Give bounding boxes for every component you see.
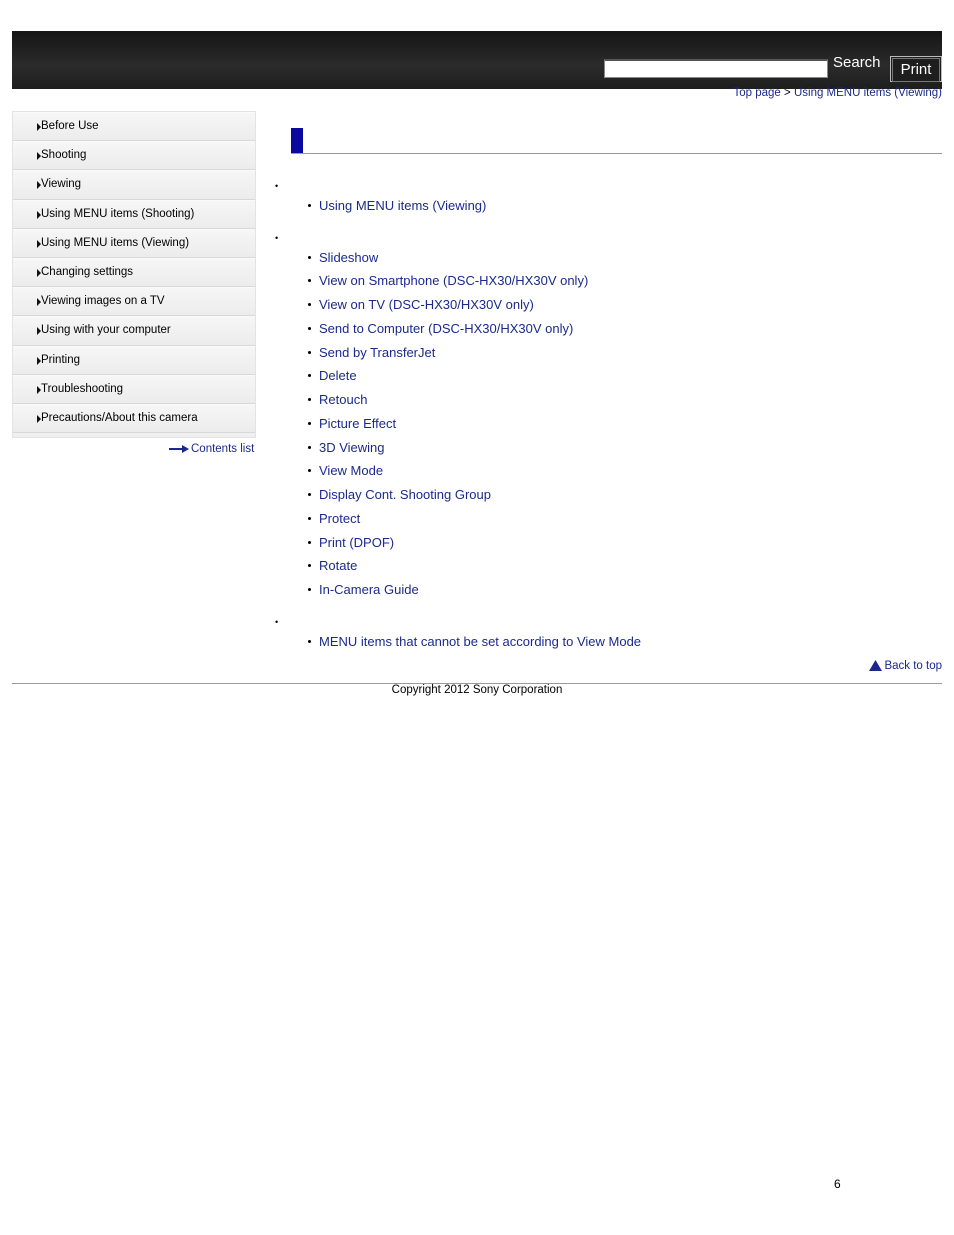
link-label: Print (DPOF): [319, 535, 395, 550]
sidebar-item-label: Before Use: [41, 120, 99, 132]
link-label: Rotate: [319, 558, 358, 573]
link-picture-effect[interactable]: [308, 416, 396, 431]
bullet-icon: [308, 588, 311, 591]
link-view-on-tv[interactable]: [308, 297, 534, 312]
copyright-text: Copyright 2012 Sony Corporation: [391, 684, 563, 696]
link-retouch[interactable]: [308, 392, 367, 407]
link-print-dpof[interactable]: [308, 535, 394, 550]
title-divider: [291, 153, 942, 154]
page-number: 6: [834, 1177, 841, 1191]
sidebar-item-viewing-tv[interactable]: [13, 287, 255, 316]
link-label: Send to Computer (DSC-HX30/HX30V only): [319, 321, 574, 336]
sidebar-item-label: Viewing images on a TV: [41, 295, 165, 308]
bullet-icon: [308, 541, 311, 544]
link-label: MENU items that cannot be set according to View Mode: [319, 634, 642, 649]
link-protect[interactable]: [308, 511, 360, 526]
link-rotate[interactable]: [308, 558, 357, 573]
sidebar-item-label: Using MENU items (Viewing): [41, 236, 190, 249]
bullet-icon: [308, 422, 311, 425]
link-label: In-Camera Guide: [319, 582, 419, 597]
sidebar-item-label: Printing: [41, 353, 80, 366]
breadcrumb-top-page[interactable]: Top page: [733, 87, 781, 99]
sidebar-item-menu-viewing[interactable]: [13, 229, 255, 258]
link-display-cont-shooting-group[interactable]: [308, 487, 491, 502]
bullet-icon: [308, 279, 311, 282]
triangle-up-icon: [869, 660, 882, 671]
bullet-icon: [308, 204, 311, 207]
section-bullet: •: [275, 233, 279, 243]
link-3d-viewing[interactable]: [308, 440, 385, 455]
bullet-icon: [308, 517, 311, 520]
sidebar-item-shooting[interactable]: [13, 141, 255, 170]
sidebar-item-viewing[interactable]: [13, 170, 255, 199]
sidebar-item-printing[interactable]: [13, 346, 255, 375]
link-label: Delete: [319, 368, 357, 383]
link-label: View Mode: [319, 463, 384, 478]
bullet-icon: [308, 469, 311, 472]
sidebar-item-troubleshooting[interactable]: [13, 375, 255, 404]
bullet-icon: [308, 256, 311, 259]
arrow-right-icon: [169, 445, 189, 453]
breadcrumb: [734, 87, 943, 99]
link-label: 3D Viewing: [319, 440, 385, 455]
link-label: Protect: [319, 511, 361, 526]
sidebar-item-precautions[interactable]: [13, 404, 255, 433]
link-slideshow[interactable]: [308, 250, 378, 265]
link-label: Slideshow: [319, 250, 379, 265]
print-button-label: Print: [892, 58, 940, 82]
bullet-icon: [308, 640, 311, 643]
link-in-camera-guide[interactable]: [308, 582, 419, 597]
link-view-on-smartphone[interactable]: [308, 273, 588, 288]
link-label: Display Cont. Shooting Group: [319, 487, 491, 502]
print-button[interactable]: [890, 56, 942, 82]
sidebar-item-computer[interactable]: [13, 316, 255, 345]
bullet-icon: [308, 351, 311, 354]
link-view-mode[interactable]: [308, 463, 383, 478]
sidebar-item-changing-settings[interactable]: [13, 258, 255, 287]
bullet-icon: [308, 303, 311, 306]
sidebar-item-label: Shooting: [41, 149, 87, 162]
section-bullet: •: [275, 617, 279, 627]
bullet-icon: [308, 446, 311, 449]
sidebar-item-label: Using MENU items (Shooting): [41, 207, 195, 220]
bullet-icon: [308, 493, 311, 496]
link-label: Picture Effect: [319, 416, 397, 431]
section-bullet: •: [275, 181, 279, 191]
sidebar-item-label: Using with your computer: [41, 324, 171, 337]
back-to-top-label: Back to top: [884, 660, 942, 672]
sidebar-item-label: Viewing: [41, 178, 82, 191]
sidebar-item-label: Precautions/About this camera: [41, 411, 198, 424]
title-accent-block: [291, 128, 303, 153]
link-label: View on Smartphone (DSC-HX30/HX30V only): [319, 273, 589, 288]
link-send-by-transferjet[interactable]: [308, 345, 435, 360]
bullet-icon: [308, 398, 311, 401]
search-button[interactable]: Search: [833, 54, 881, 71]
back-to-top-link[interactable]: [869, 660, 942, 672]
contents-list-link[interactable]: [169, 443, 254, 455]
link-label: Retouch: [319, 392, 368, 407]
sidebar-item-label: Troubleshooting: [41, 382, 124, 395]
search-input[interactable]: [604, 59, 828, 78]
link-label: View on TV (DSC-HX30/HX30V only): [319, 297, 534, 312]
sidebar-nav: [12, 111, 256, 438]
link-label: Send by TransferJet: [319, 345, 436, 360]
link-using-menu-viewing[interactable]: [308, 198, 486, 213]
breadcrumb-separator: >: [784, 87, 791, 99]
link-delete[interactable]: [308, 368, 357, 383]
link-send-to-computer[interactable]: [308, 321, 573, 336]
sidebar-item-before-use[interactable]: [13, 112, 255, 141]
contents-list-label: Contents list: [191, 443, 255, 455]
bullet-icon: [308, 327, 311, 330]
bullet-icon: [308, 564, 311, 567]
link-label: Using MENU items (Viewing): [319, 198, 487, 213]
breadcrumb-current[interactable]: Using MENU items (Viewing): [793, 87, 942, 99]
link-menu-items-cannot-be-set[interactable]: [308, 634, 641, 649]
sidebar-item-menu-shooting[interactable]: [13, 200, 255, 229]
sidebar-item-label: Changing settings: [41, 265, 134, 278]
bullet-icon: [308, 374, 311, 377]
